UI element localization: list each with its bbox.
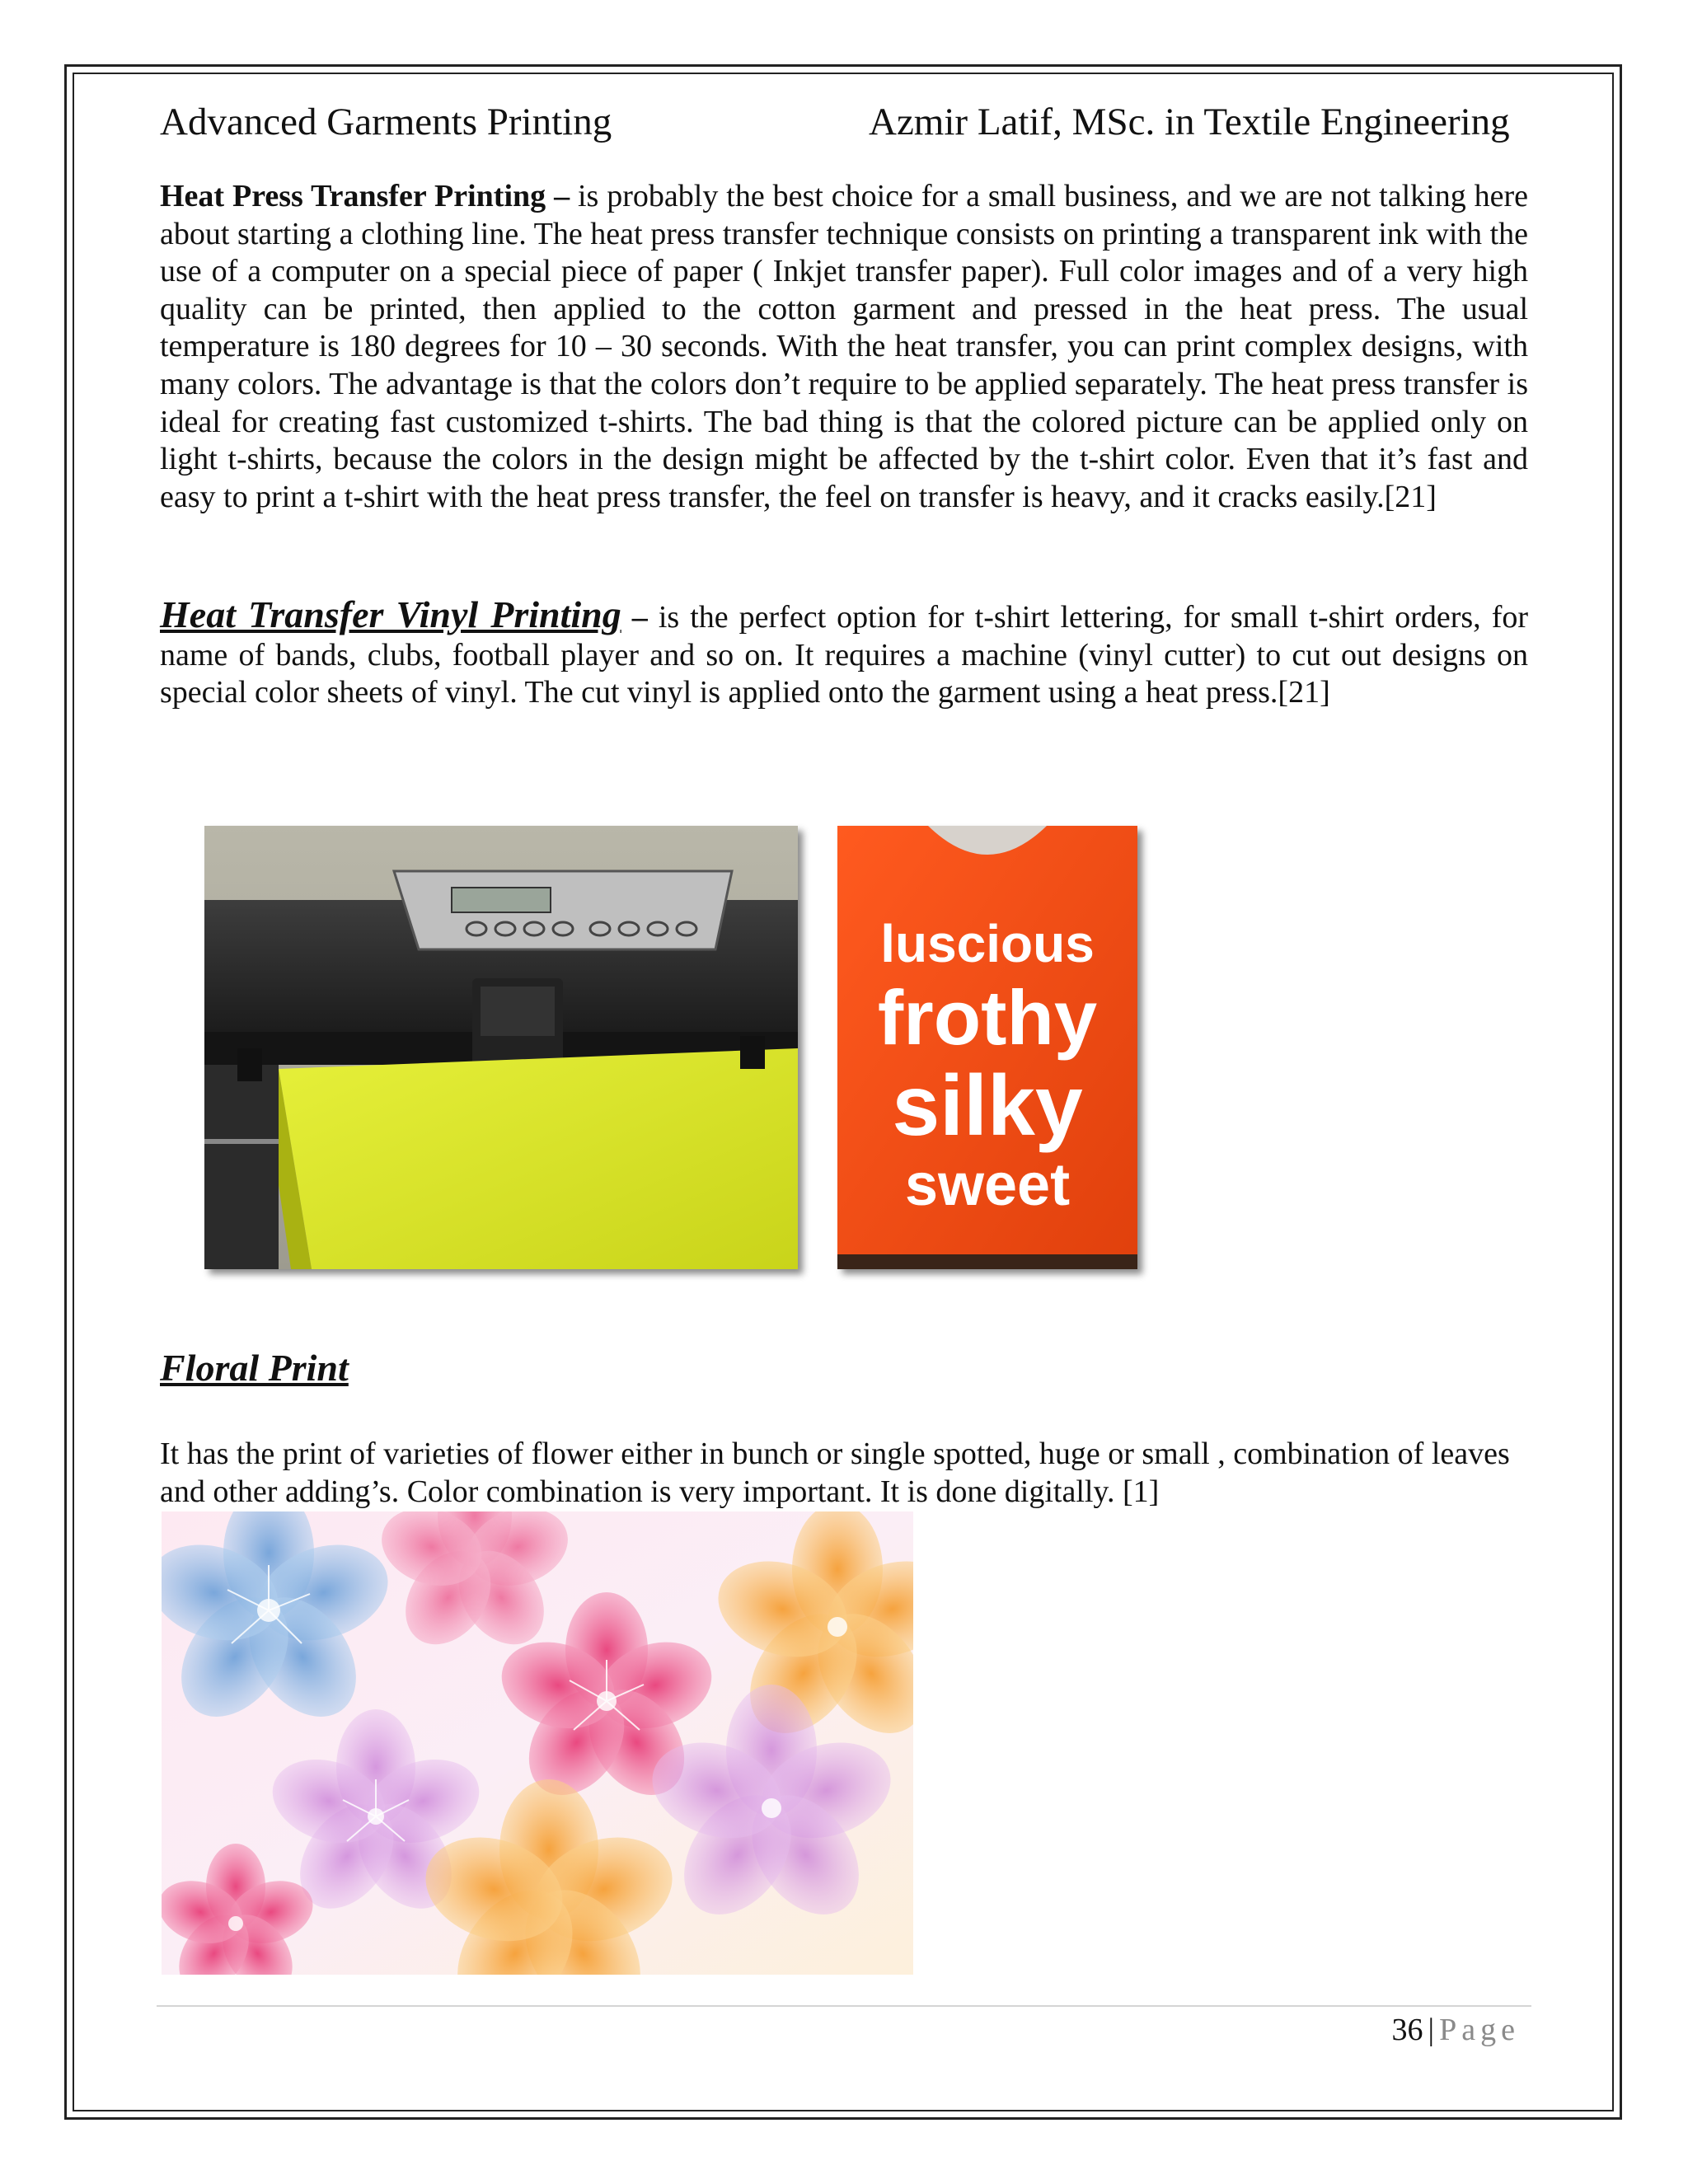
shirt-word-4: sweet bbox=[904, 1152, 1071, 1218]
page-number bbox=[1392, 2009, 1520, 2050]
vinyl-cutter-photo bbox=[204, 826, 798, 1269]
heat-press-transfer-heading: Heat Press Transfer Printing bbox=[160, 179, 546, 213]
page-label: Page bbox=[1439, 2013, 1520, 2047]
heat-press-transfer-paragraph bbox=[160, 178, 1528, 516]
header-author: Azmir Latif, MSc. in Textile Engineering bbox=[869, 101, 1510, 143]
floral-print-body: It has the print of varieties of flower either in bunch or single spotted, huge or small , combination of leaves and other adding’s. Color combination is very important. It is done digitally. [1] bbox=[160, 1436, 1510, 1509]
footer-divider bbox=[157, 2005, 1531, 2007]
heat-transfer-vinyl-paragraph bbox=[160, 593, 1529, 712]
heat-transfer-vinyl-heading: Heat Transfer Vinyl Printing bbox=[160, 593, 621, 635]
page-number-value: 36 bbox=[1391, 2013, 1423, 2047]
heat-press-transfer-body: is probably the best choice for a small business, and we are not talking here about starting a clothing line. The heat press transfer technique consists on printing a transparent ink with the use of a computer on a special piece of paper ( Inkjet transfer paper). Full color images and of a very high quality can be printed, then applied to the cotton garment and pressed in the heat press. The usual temperature is 180 degrees for 10 – 30 seconds. With the heat transfer, you can print complex designs, with many colors. The advantage is that the colors don’t require to be applied separately. The heat press transfer is ideal for creating fast customized t-shirts. The bad thing is that the colored picture can be applied only on light t-shirts, because the colors in the design might be affected by the t-shirt color. Even that it’s fast and easy to print a t-shirt with the heat press transfer, the feel on transfer is heavy, and it cracks easily.[21] bbox=[160, 179, 1529, 514]
floral-print-image bbox=[162, 1511, 913, 1975]
orange-tshirt-photo bbox=[837, 826, 1137, 1269]
shirt-word-1: luscious bbox=[880, 914, 1095, 973]
floral-print-heading: Floral Print bbox=[160, 1347, 349, 1389]
shirt-word-2: frothy bbox=[877, 974, 1098, 1061]
page-number-separator: | bbox=[1428, 2013, 1435, 2047]
header-document-title: Advanced Garments Printing bbox=[160, 101, 612, 143]
shirt-word-3: silky bbox=[892, 1058, 1083, 1154]
heat-transfer-vinyl-body: is the perfect option for t-shirt lettering, for small t-shirt orders, for name of bands, clubs, football player and so on. It requires a machine (vinyl cutter) to cut out designs on special color sheets of vinyl. The cut vinyl is applied onto the garment using a heat press.[21] bbox=[160, 600, 1529, 710]
heading-dash: – bbox=[546, 179, 578, 213]
heading-dash: – bbox=[621, 600, 659, 635]
